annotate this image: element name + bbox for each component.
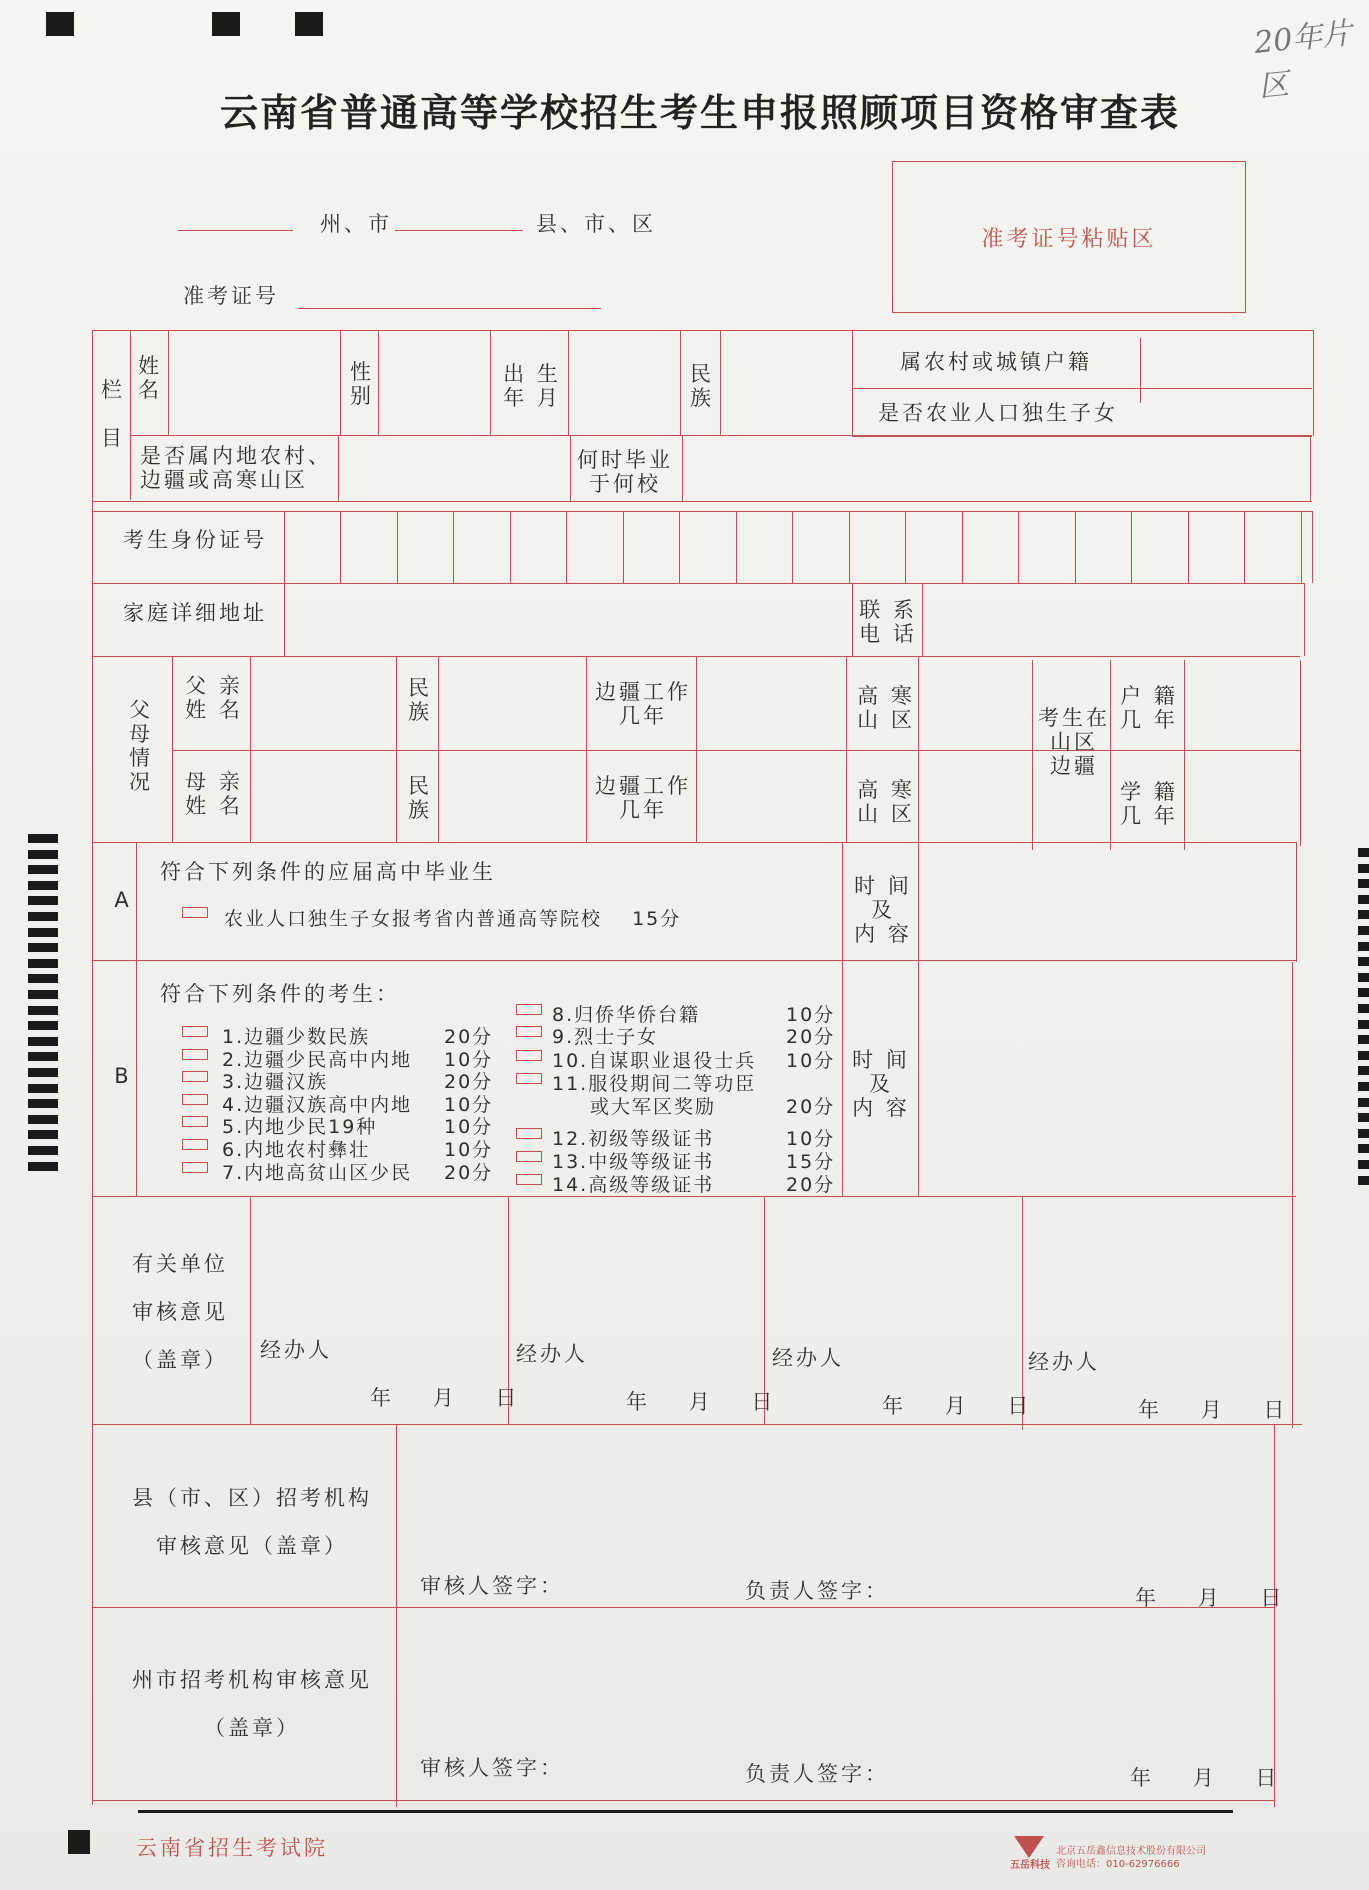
- exam-id-stamp-area[interactable]: [892, 161, 1246, 313]
- mother-ethnicity-label: 民 族: [408, 774, 432, 822]
- section-b-option: [590, 1092, 870, 1119]
- section-b-option: [552, 1022, 836, 1049]
- grid-line-horizontal: [172, 750, 1300, 751]
- form-title: 云南省普通高等学校招生考生申报照顾项目资格审查表: [219, 91, 1180, 135]
- section-b-checkbox[interactable]: [182, 1139, 208, 1150]
- scan-mark-top-3: [295, 12, 323, 36]
- inland-rural-label: 是否属内地农村、 边疆或高寒山区: [140, 444, 332, 492]
- grid-line-vertical: [1312, 511, 1313, 583]
- timing-mark: [28, 1146, 58, 1155]
- timing-mark: [28, 1068, 58, 1077]
- timing-mark: [28, 881, 58, 890]
- timing-mark: [1358, 926, 1369, 935]
- grid-line-horizontal: [92, 511, 1312, 512]
- section-b-option: [222, 1158, 492, 1185]
- timing-mark: [1358, 848, 1369, 857]
- timing-mark: [1358, 1144, 1369, 1153]
- rural-urban-label: 属农村或城镇户籍: [900, 350, 1092, 374]
- ethnicity-label: 民 族: [690, 362, 714, 410]
- gender-label: 性 别: [350, 360, 374, 408]
- timing-mark: [28, 850, 58, 859]
- option-points: 10分: [444, 1093, 494, 1116]
- section-a-option-label: 农业人口独生子女报考省内普通高等院校: [224, 908, 603, 930]
- grid-line-horizontal: [92, 842, 1296, 843]
- timing-mark: [1358, 1020, 1369, 1029]
- timing-mark: [1358, 895, 1369, 904]
- mother-highland-label: 高 寒 山 区: [857, 778, 915, 826]
- option-label: 6.内地农村彝壮: [222, 1139, 371, 1161]
- address-label: 家庭详细地址: [123, 601, 267, 625]
- timing-mark: [28, 990, 58, 999]
- timing-mark: [28, 1037, 58, 1046]
- student-in-label: 考生在 山区 边疆: [1038, 706, 1110, 778]
- option-label: 或大军区奖励: [590, 1096, 717, 1118]
- father-ethnicity-label: 民 族: [408, 676, 432, 724]
- column-label: 栏 目: [101, 378, 125, 450]
- county-review-label: 县（市、区）招考机构 审核意见（盖章）: [132, 1486, 372, 1558]
- grid-line-vertical: [1301, 511, 1302, 583]
- company-hotline: 咨询电话：010-62976666: [1056, 1859, 1180, 1870]
- section-b-checkbox[interactable]: [182, 1116, 208, 1127]
- grid-line-vertical: [250, 1196, 251, 1424]
- section-a-heading: 符合下列条件的应届高中毕业生: [160, 860, 496, 884]
- timing-mark: [1358, 864, 1369, 873]
- timing-mark: [1358, 973, 1369, 982]
- timing-mark: [28, 928, 58, 937]
- grid-line-vertical: [92, 330, 93, 1805]
- mother-border-years-label: 边疆工作 几年: [595, 774, 691, 822]
- grid-line-vertical: [1300, 660, 1301, 846]
- grid-line-vertical: [130, 330, 131, 500]
- section-b-option: [552, 1170, 836, 1197]
- grid-line-horizontal: [852, 388, 1312, 389]
- prefecture-blank[interactable]: [178, 230, 293, 231]
- timing-mark: [28, 974, 58, 983]
- section-a-option-points: 15分: [632, 908, 682, 930]
- timing-mark: [1358, 1082, 1369, 1091]
- grid-line-vertical: [918, 842, 919, 1197]
- option-points: 10分: [444, 1139, 494, 1161]
- grid-line-vertical: [510, 511, 511, 583]
- grid-line-vertical: [378, 330, 379, 435]
- graduate-label: 何时毕业 于何校: [577, 448, 673, 496]
- grid-line-vertical: [922, 583, 923, 656]
- unit-handler-label[interactable]: 经办人: [260, 1338, 332, 1362]
- grid-line-vertical: [1292, 1196, 1293, 1428]
- grid-line-vertical: [566, 511, 567, 583]
- grid-line-vertical: [682, 435, 683, 501]
- option-label: 2.边疆少民高中内地: [222, 1048, 413, 1071]
- unit-handler-label[interactable]: 经办人: [1028, 1350, 1100, 1374]
- grid-line-horizontal: [92, 583, 1304, 584]
- grid-line-vertical: [1131, 511, 1132, 583]
- unit-review-date[interactable]: 年 月 日: [882, 1394, 1032, 1418]
- stamp-area-label: 准考证号粘贴区: [981, 226, 1157, 252]
- section-b-checkbox[interactable]: [182, 1026, 208, 1037]
- grid-line-vertical: [1188, 511, 1189, 583]
- grid-line-vertical: [1310, 435, 1311, 501]
- timing-mark: [1358, 910, 1369, 919]
- timing-mark: [28, 943, 58, 952]
- grid-line-horizontal: [92, 501, 1312, 502]
- option-points: 10分: [786, 1128, 836, 1150]
- timing-mark: [28, 912, 58, 921]
- father-name-label: 父 亲 姓 名: [185, 674, 243, 722]
- option-points: 10分: [786, 1004, 836, 1026]
- section-b-checkbox[interactable]: [516, 1128, 542, 1139]
- grid-line-horizontal: [130, 435, 1312, 436]
- grid-line-vertical: [490, 330, 491, 435]
- prefecture-date[interactable]: 年 月 日: [1130, 1766, 1280, 1790]
- option-points: 20分: [786, 1174, 836, 1196]
- unit-review-date[interactable]: 年 月 日: [626, 1390, 776, 1414]
- section-b-checkbox[interactable]: [516, 1050, 542, 1061]
- option-points: 10分: [444, 1048, 494, 1071]
- phone-label: 联 系 电 话: [859, 598, 917, 646]
- option-label: 13.中级等级证书: [552, 1151, 715, 1173]
- grid-line-horizontal: [92, 960, 1296, 961]
- grid-line-vertical: [852, 330, 853, 435]
- timing-mark: [28, 1099, 58, 1108]
- timing-mark: [28, 834, 58, 843]
- father-border-years-label: 边疆工作 几年: [595, 680, 691, 728]
- grid-line-vertical: [438, 656, 439, 842]
- timing-mark: [28, 896, 58, 905]
- exam-id-label: 准考证号: [183, 284, 279, 308]
- grid-line-vertical: [852, 583, 853, 656]
- unit-review-date[interactable]: 年 月 日: [370, 1386, 520, 1410]
- grid-line-vertical: [1244, 511, 1245, 583]
- timing-mark: [1358, 1098, 1369, 1107]
- timing-mark: [1358, 1051, 1369, 1060]
- grid-line-vertical: [1184, 660, 1185, 850]
- timing-mark: [28, 1162, 58, 1171]
- section-b-time-content: 时 间 及 内 容: [852, 1048, 910, 1120]
- county-leader-signature[interactable]: 负责人签字：: [745, 1579, 889, 1603]
- section-a-option: [224, 904, 681, 931]
- timing-mark: [28, 1130, 58, 1139]
- school-years-label: 学 籍 几 年: [1120, 780, 1178, 828]
- timing-mark: [1358, 1160, 1369, 1169]
- prefecture-reviewer-signature[interactable]: 审核人签字：: [420, 1756, 564, 1780]
- grid-line-vertical: [1274, 1424, 1275, 1607]
- company-name: 北京五岳鑫信息技术股份有限公司: [1056, 1846, 1206, 1857]
- grid-line-horizontal: [852, 436, 1312, 437]
- option-points: 20分: [444, 1026, 494, 1048]
- grid-line-horizontal: [92, 1800, 1274, 1801]
- option-label: 14.高级等级证书: [552, 1174, 715, 1196]
- household-years-label: 户 籍 几 年: [1120, 684, 1178, 732]
- grid-line-horizontal: [92, 1607, 1274, 1608]
- option-points: 20分: [786, 1096, 836, 1118]
- prefecture-leader-signature[interactable]: 负责人签字：: [745, 1762, 889, 1786]
- grid-line-vertical: [1075, 511, 1076, 583]
- unit-handler-label[interactable]: 经办人: [772, 1346, 844, 1370]
- timing-mark: [1358, 1113, 1369, 1122]
- prefecture-review-label: 州市招考机构审核意见 （盖章）: [132, 1668, 372, 1740]
- grid-line-vertical: [680, 330, 681, 435]
- section-a-checkbox[interactable]: [182, 907, 208, 918]
- grid-line-vertical: [918, 656, 919, 842]
- grid-line-vertical: [720, 330, 721, 435]
- timing-mark: [1358, 957, 1369, 966]
- timing-mark: [1358, 1004, 1369, 1013]
- option-points: 20分: [786, 1026, 836, 1048]
- option-label: 7.内地高贫山区少民: [222, 1161, 413, 1184]
- grid-line-vertical: [1292, 962, 1293, 1197]
- option-points: 20分: [444, 1161, 494, 1184]
- name-label: 姓 名: [138, 354, 162, 402]
- option-label: 9.烈士子女: [552, 1026, 659, 1048]
- parents-label: 父 母 情 况: [129, 698, 153, 794]
- section-b-checkbox[interactable]: [516, 1004, 542, 1015]
- section-b-checkbox[interactable]: [516, 1026, 542, 1037]
- timing-mark: [1358, 879, 1369, 888]
- unit-handler-label[interactable]: 经办人: [516, 1342, 588, 1366]
- grid-line-vertical: [396, 1424, 397, 1607]
- grid-line-vertical: [168, 330, 169, 435]
- county-date[interactable]: 年 月 日: [1135, 1586, 1285, 1610]
- grid-line-vertical: [453, 511, 454, 583]
- option-points: 10分: [444, 1116, 494, 1139]
- scan-mark-top-1: [46, 12, 74, 36]
- option-label: 12.初级等级证书: [552, 1128, 715, 1150]
- grid-line-vertical: [397, 511, 398, 583]
- option-points: 10分: [786, 1050, 836, 1072]
- timing-mark: [28, 1006, 58, 1015]
- grid-line-vertical: [284, 511, 285, 583]
- option-label: 8.归侨华侨台籍: [552, 1004, 701, 1026]
- timing-mark: [1358, 988, 1369, 997]
- grid-line-vertical: [172, 656, 173, 842]
- option-label: 3.边疆汉族: [222, 1071, 329, 1094]
- section-b-heading: 符合下列条件的考生：: [160, 982, 400, 1006]
- county-label: 县、市、区: [536, 212, 656, 236]
- option-label: 10.自谋职业退役士兵: [552, 1050, 757, 1072]
- grid-line-vertical: [1296, 842, 1297, 962]
- id-number-label: 考生身份证号: [123, 528, 267, 552]
- timing-mark: [28, 1084, 58, 1093]
- mother-name-label: 母 亲 姓 名: [185, 770, 243, 818]
- only-child-label: 是否农业人口独生子女: [878, 401, 1118, 425]
- section-b-checkbox[interactable]: [182, 1049, 208, 1060]
- scan-mark-bottom-left: [68, 1830, 90, 1854]
- exam-id-blank[interactable]: [298, 308, 601, 309]
- grid-line-vertical: [962, 511, 963, 583]
- handwritten-note: 20年片区: [1252, 15, 1354, 105]
- grid-line-vertical: [586, 656, 587, 842]
- section-b-checkbox[interactable]: [516, 1151, 542, 1162]
- grid-line-vertical: [905, 511, 906, 583]
- grid-line-horizontal: [92, 1424, 1302, 1425]
- grid-line-vertical: [1304, 583, 1305, 656]
- timing-mark: [1358, 1129, 1369, 1138]
- grid-line-vertical: [846, 656, 847, 842]
- grid-line-vertical: [340, 330, 341, 435]
- county-reviewer-signature[interactable]: 审核人签字：: [420, 1574, 564, 1598]
- grid-line-vertical: [1313, 388, 1314, 436]
- option-points: 20分: [444, 1071, 494, 1094]
- option-label: 5.内地少民19种: [222, 1116, 378, 1139]
- timing-mark: [28, 1115, 58, 1124]
- footer-organization: 云南省招生考试院: [136, 1836, 328, 1860]
- option-points: 15分: [786, 1151, 836, 1173]
- section-b-checkbox[interactable]: [516, 1174, 542, 1185]
- grid-line-vertical: [736, 511, 737, 583]
- timing-mark: [1358, 942, 1369, 951]
- section-b-letter: B: [114, 1064, 132, 1088]
- grid-line-vertical: [1018, 511, 1019, 583]
- grid-line-vertical: [284, 583, 285, 656]
- timing-mark: [28, 865, 58, 874]
- option-label: 4.边疆汉族高中内地: [222, 1093, 413, 1116]
- option-label: 1.边疆少数民族: [222, 1026, 371, 1048]
- timing-mark: [1358, 1035, 1369, 1044]
- footer-rule: [138, 1810, 1233, 1813]
- section-a-time-content: 时 间 及 内 容: [854, 874, 912, 946]
- father-highland-label: 高 寒 山 区: [857, 684, 915, 732]
- grid-line-vertical: [396, 1607, 397, 1807]
- grid-line-vertical: [792, 511, 793, 583]
- section-b-checkbox[interactable]: [182, 1071, 208, 1082]
- company-logo-text: 五岳科技: [1010, 1860, 1050, 1871]
- timing-mark: [28, 1021, 58, 1030]
- grid-line-vertical: [1140, 338, 1141, 403]
- grid-line-vertical: [396, 656, 397, 842]
- timing-mark: [1358, 1176, 1369, 1185]
- grid-line-vertical: [623, 511, 624, 583]
- company-logo-icon: [1014, 1836, 1044, 1858]
- section-a-letter: A: [114, 888, 132, 912]
- grid-line-vertical: [679, 511, 680, 583]
- grid-line-horizontal: [92, 330, 1314, 331]
- section-b-checkbox[interactable]: [516, 1073, 542, 1084]
- grid-line-vertical: [340, 511, 341, 583]
- grid-line-vertical: [849, 511, 850, 583]
- section-b-checkbox[interactable]: [182, 1162, 208, 1173]
- unit-review-date[interactable]: 年 月 日: [1138, 1398, 1288, 1422]
- prefecture-label: 州、市: [320, 212, 392, 236]
- grid-line-vertical: [250, 656, 251, 842]
- county-blank[interactable]: [395, 230, 523, 231]
- grid-line-vertical: [842, 842, 843, 1197]
- grid-line-vertical: [1032, 660, 1033, 850]
- scan-mark-top-2: [212, 12, 240, 36]
- timing-mark: [28, 1052, 58, 1061]
- birth-label: 出 生 年 月: [503, 362, 561, 410]
- timing-mark: [28, 959, 58, 968]
- option-label: 11.服役期间二等功臣: [552, 1073, 757, 1095]
- section-b-checkbox[interactable]: [182, 1094, 208, 1105]
- unit-review-label: 有关单位 审核意见 （盖章）: [132, 1252, 228, 1372]
- timing-mark: [1358, 1066, 1369, 1075]
